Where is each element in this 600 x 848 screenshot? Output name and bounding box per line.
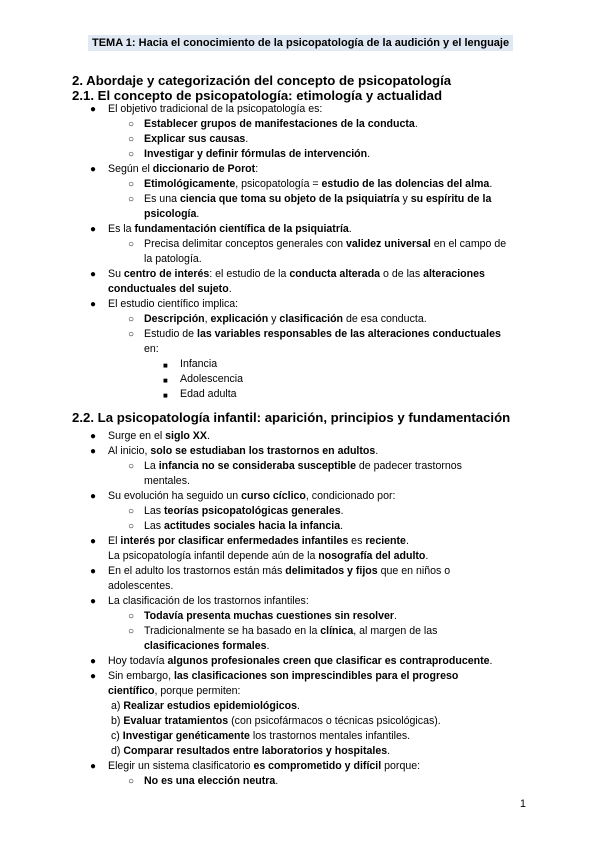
bullet-circle-icon: ○: [128, 626, 135, 637]
text-line: [144, 147, 370, 161]
text-segment: Sin embargo,: [108, 670, 174, 682]
bullet-square-icon: ■: [163, 376, 168, 385]
bold-text: Investigar y definir fórmulas de intervención: [144, 148, 368, 160]
text-segment: .: [297, 700, 300, 712]
bullet-dot-icon: ●: [90, 431, 97, 442]
bold-text: interés por clasificar enfermedades infantiles: [120, 535, 349, 547]
text-segment: .: [196, 208, 200, 220]
text-segment: de esa conducta.: [343, 313, 427, 325]
bold-text: estudio de las dolencias del alma: [321, 178, 490, 190]
text-line: [108, 549, 428, 563]
bullet-circle-icon: ○: [128, 521, 135, 532]
bullet-dot-icon: ●: [90, 491, 97, 502]
bullet-circle-icon: ○: [128, 314, 135, 325]
section-title: 2. Abordaje y categorización del concepto de psicopatología: [72, 73, 452, 88]
bold-text: Etimológicamente: [144, 178, 236, 190]
text-segment: En el adulto los trastornos están más: [108, 565, 286, 577]
text-line: [144, 207, 199, 221]
text-line: [108, 669, 458, 683]
bullet-dot-icon: ●: [90, 596, 97, 607]
bullet-circle-icon: ○: [128, 179, 135, 190]
text-segment: los trastornos mentales infantiles.: [249, 730, 411, 742]
text-segment: .: [348, 223, 352, 235]
bold-text: actitudes sociales hacia la infancia: [164, 520, 341, 532]
text-line: [108, 429, 210, 443]
text-line: [144, 327, 501, 341]
text-segment: Según el: [108, 163, 153, 175]
bullet-dot-icon: ●: [90, 104, 97, 115]
text-segment: Hoy todavía: [108, 655, 168, 667]
text-segment: , al margen de las: [353, 625, 438, 637]
text-segment: El estudio científico implica:: [108, 298, 239, 310]
bullet-circle-icon: ○: [128, 611, 135, 622]
bold-text: clínica: [320, 625, 354, 637]
text-line: [180, 357, 217, 371]
text-line: [144, 474, 190, 488]
bold-text: delimitados y fijos: [285, 565, 378, 577]
text-segment: .: [414, 118, 418, 130]
bold-text: es comprometido y difícil: [253, 760, 382, 772]
bold-text: su espíritu de la: [410, 193, 492, 205]
bold-text: algunos profesionales creen que clasificar es contraproducente: [167, 655, 490, 667]
bold-text: Explicar sus causas: [144, 133, 246, 145]
text-line: [108, 102, 322, 116]
text-segment: El: [108, 535, 121, 547]
text-line: [108, 594, 309, 608]
text-line: [108, 222, 352, 236]
text-segment: Surge en el: [108, 430, 166, 442]
bold-text: clasificación: [279, 313, 344, 325]
text-line: [144, 774, 278, 788]
bold-text: alteraciones: [423, 268, 485, 280]
text-segment: La clasificación de los trastornos infantiles:: [108, 595, 309, 607]
bold-text: curso cíclico: [241, 490, 306, 502]
text-segment: de padecer trastornos: [355, 460, 462, 472]
text-segment: .: [340, 520, 344, 532]
text-segment: Adolescencia: [180, 373, 244, 385]
text-line: [108, 654, 492, 668]
text-line: [144, 237, 506, 251]
text-line: [144, 177, 492, 191]
bold-text: Investigar genéticamente: [122, 730, 250, 742]
bullet-dot-icon: ●: [90, 566, 97, 577]
text-line: [144, 252, 202, 266]
bullet-square-icon: ■: [163, 391, 168, 400]
text-line: [111, 714, 441, 728]
text-line: [144, 624, 437, 638]
text-segment: y: [268, 313, 280, 325]
text-line: [111, 744, 390, 758]
text-segment: :: [255, 163, 259, 175]
text-segment: .: [275, 775, 279, 787]
text-line: [108, 297, 238, 311]
bold-text: científico: [108, 685, 155, 697]
text-segment: .: [340, 505, 344, 517]
text-line: [108, 684, 241, 698]
text-line: [108, 534, 409, 548]
text-line: [180, 372, 243, 386]
bold-text: las clasificaciones son imprescindibles para el progreso: [173, 670, 459, 682]
page-number: 1: [520, 798, 526, 810]
text-line: [111, 699, 300, 713]
text-segment: .: [228, 283, 232, 295]
bold-text: diccionario de Porot: [152, 163, 256, 175]
text-segment: .: [405, 535, 409, 547]
text-segment: : el estudio de la: [209, 268, 290, 280]
text-line: [144, 117, 418, 131]
text-segment: ,: [204, 313, 211, 325]
text-line: [144, 639, 269, 653]
text-segment: porque:: [381, 760, 421, 772]
bold-text: clasificaciones formales: [144, 640, 267, 652]
text-segment: y: [399, 193, 411, 205]
text-segment: o de las: [380, 268, 424, 280]
bullet-dot-icon: ●: [90, 761, 97, 772]
text-line: [108, 759, 420, 773]
text-segment: (con psicofármacos o técnicas psicológicas).: [228, 715, 441, 727]
text-segment: .: [489, 655, 493, 667]
text-segment: a): [111, 700, 124, 712]
text-segment: adolescentes.: [108, 580, 174, 592]
bold-text: solo se estudiaban los trastornos en adultos: [150, 445, 376, 457]
bullet-circle-icon: ○: [128, 134, 135, 145]
text-segment: la patología.: [144, 253, 202, 265]
text-segment: El objetivo tradicional de la psicopatología es:: [108, 103, 323, 115]
text-segment: La psicopatología infantil depende aún de la: [108, 550, 319, 562]
bold-text: infancia no se consideraba susceptible: [158, 460, 356, 472]
text-line: [108, 564, 450, 578]
text-line: [108, 162, 258, 176]
text-line: [144, 312, 427, 326]
text-line: [180, 387, 237, 401]
text-line: [144, 459, 462, 473]
subsection-title-2-1: 2.1. El concepto de psicopatología: etimología y actualidad: [72, 88, 443, 103]
text-segment: , psicopatología =: [235, 178, 322, 190]
text-segment: Su evolución ha seguido un: [108, 490, 242, 502]
bold-text: fundamentación científica de la psiquiatría: [134, 223, 349, 235]
bullet-circle-icon: ○: [128, 776, 135, 787]
text-segment: Al inicio,: [108, 445, 151, 457]
bullet-dot-icon: ●: [90, 224, 97, 235]
text-segment: La: [144, 460, 159, 472]
text-segment: .: [245, 133, 249, 145]
bullet-circle-icon: ○: [128, 194, 135, 205]
text-segment: , porque permiten:: [154, 685, 241, 697]
text-segment: b): [111, 715, 124, 727]
text-line: [144, 132, 248, 146]
bold-text: Establecer grupos de manifestaciones de la conducta: [144, 118, 415, 130]
bold-text: Descripción: [144, 313, 205, 325]
text-segment: .: [266, 640, 270, 652]
text-segment: Es una: [144, 193, 180, 205]
text-segment: .: [375, 445, 379, 457]
text-segment: .: [367, 148, 371, 160]
text-segment: Tradicionalmente se ha basado en la: [144, 625, 321, 637]
text-segment: Las: [144, 505, 165, 517]
text-segment: Elegir un sistema clasificatorio: [108, 760, 254, 772]
bold-text: siglo XX: [165, 430, 207, 442]
text-segment: Precisa delimitar conceptos generales con: [144, 238, 346, 250]
bullet-dot-icon: ●: [90, 269, 97, 280]
bold-text: No es una elección neutra: [144, 775, 276, 787]
text-line: [108, 489, 395, 503]
text-line: [108, 282, 232, 296]
text-segment: es: [348, 535, 366, 547]
bullet-circle-icon: ○: [128, 329, 135, 340]
text-segment: c): [111, 730, 123, 742]
text-line: [144, 609, 397, 623]
bold-text: Todavía presenta muchas cuestiones sin resolver: [144, 610, 395, 622]
bold-text: conducta alterada: [289, 268, 381, 280]
bullet-circle-icon: ○: [128, 119, 135, 130]
bold-text: teorías psicopatológicas generales: [164, 505, 341, 517]
text-line: [111, 729, 410, 743]
text-segment: .: [387, 745, 391, 757]
text-segment: que en niños o: [377, 565, 451, 577]
bullet-dot-icon: ●: [90, 656, 97, 667]
text-segment: Estudio de: [144, 328, 198, 340]
bullet-circle-icon: ○: [128, 149, 135, 160]
text-segment: en:: [144, 343, 159, 355]
text-line: [108, 267, 485, 281]
text-segment: Es la: [108, 223, 135, 235]
bullet-circle-icon: ○: [128, 239, 135, 250]
bold-text: conductuales del sujeto: [108, 283, 229, 295]
text-segment: Edad adulta: [180, 388, 237, 400]
bold-text: centro de interés: [123, 268, 210, 280]
bullet-dot-icon: ●: [90, 446, 97, 457]
bullet-dot-icon: ●: [90, 299, 97, 310]
bullet-circle-icon: ○: [128, 461, 135, 472]
bold-text: ciencia que toma su objeto de la psiquiatría: [179, 193, 400, 205]
text-segment: .: [489, 178, 493, 190]
subsection-title-2-2: 2.2. La psicopatología infantil: aparición, principios y fundamentación: [72, 410, 511, 425]
text-segment: .: [394, 610, 397, 622]
text-segment: d): [111, 745, 124, 757]
bold-text: Realizar estudios epidemiológicos: [123, 700, 298, 712]
bullet-circle-icon: ○: [128, 506, 135, 517]
text-segment: Infancia: [180, 358, 218, 370]
bold-text: explicación: [210, 313, 269, 325]
bold-text: Evaluar tratamientos: [123, 715, 229, 727]
bold-text: validez universal: [345, 238, 431, 250]
bullet-dot-icon: ●: [90, 536, 97, 547]
text-segment: Las: [144, 520, 165, 532]
bold-text: psicología: [144, 208, 197, 220]
text-segment: en el campo de: [430, 238, 507, 250]
text-line: [108, 579, 173, 593]
text-line: [144, 192, 491, 206]
text-segment: .: [206, 430, 210, 442]
text-line: [144, 519, 343, 533]
bold-text: Comparar resultados entre laboratorios y hospitales: [123, 745, 388, 757]
bullet-dot-icon: ●: [90, 164, 97, 175]
document-header: TEMA 1: Hacia el conocimiento de la psicopatología de la audición y el lenguaje: [88, 35, 513, 51]
bold-text: las variables responsables de las alteraciones conductuales: [197, 328, 501, 340]
bold-text: nosografía del adulto: [318, 550, 426, 562]
bullet-square-icon: ■: [163, 361, 168, 370]
text-line: [144, 342, 159, 356]
bullet-dot-icon: ●: [90, 671, 97, 682]
text-line: [144, 504, 344, 518]
text-segment: , condicionado por:: [305, 490, 396, 502]
text-segment: Su: [108, 268, 124, 280]
bold-text: reciente: [365, 535, 406, 547]
text-segment: mentales.: [144, 475, 190, 487]
text-segment: .: [425, 550, 429, 562]
text-line: [108, 444, 378, 458]
